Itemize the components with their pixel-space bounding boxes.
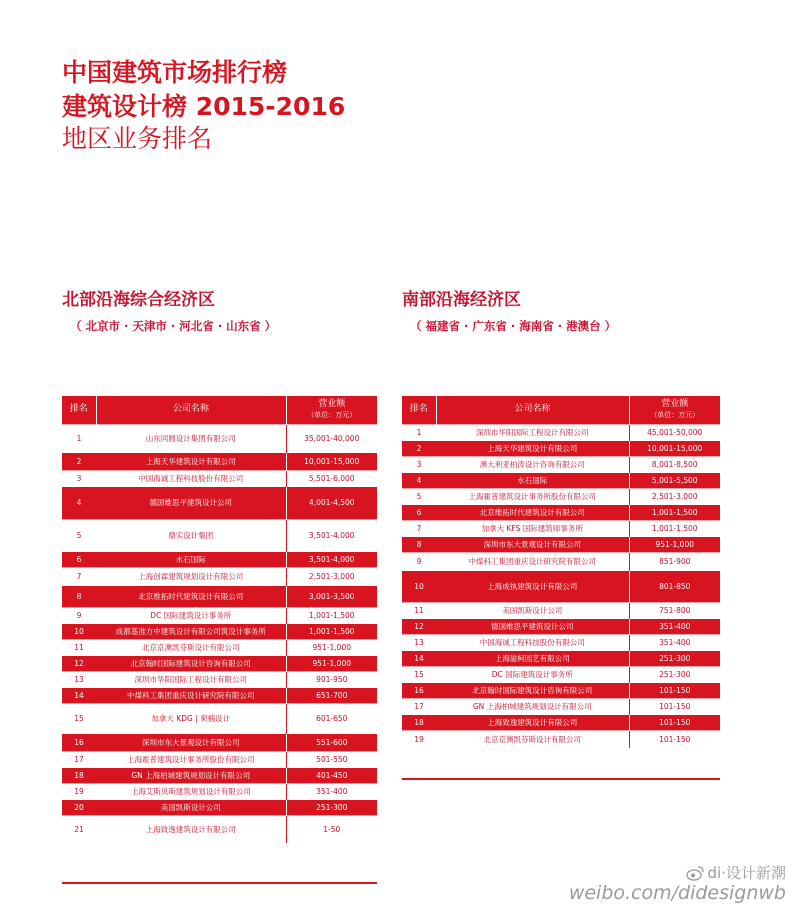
table-row xyxy=(402,570,720,602)
table-row xyxy=(62,751,377,767)
rank-cell: 13 xyxy=(62,671,96,687)
revenue-cell: 1,001-1,500 xyxy=(286,607,377,623)
revenue-cell: 551-600 xyxy=(286,733,377,751)
revenue-header-label: 营业额 xyxy=(318,398,346,409)
table-row xyxy=(62,585,377,607)
watermark-brand-text: di·设计新潮 xyxy=(707,864,786,882)
table-row xyxy=(62,703,377,733)
rank-cell: 19 xyxy=(402,730,436,748)
company-cell: 上海霍普建筑设计事务所股份有限公司 xyxy=(436,488,629,504)
rank-cell: 9 xyxy=(62,607,96,623)
table-row xyxy=(402,634,720,650)
revenue-cell: 251-300 xyxy=(629,650,720,666)
page-header xyxy=(62,58,345,154)
south-ranking-table xyxy=(402,396,720,748)
revenue-unit-label: （单位：万元） xyxy=(650,410,700,419)
table-row xyxy=(62,551,377,567)
company-cell: 深圳市东大景观设计有限公司 xyxy=(436,536,629,552)
revenue-cell: 251-300 xyxy=(286,799,377,815)
revenue-cell: 951-1,000 xyxy=(629,536,720,552)
rank-cell: 16 xyxy=(402,682,436,698)
company-cell: 上海霍普建筑设计事务所股份有限公司 xyxy=(96,751,286,767)
rank-cell: 19 xyxy=(62,783,96,799)
revenue-cell: 1,001-1,500 xyxy=(629,520,720,536)
company-cell: 上海成执建筑设计有限公司 xyxy=(436,570,629,602)
column-header-revenue xyxy=(286,396,377,424)
north-region-title: 北部沿海综合经济区 xyxy=(62,290,215,310)
rank-cell: 8 xyxy=(62,585,96,607)
rank-cell: 2 xyxy=(402,440,436,456)
company-cell: 中国海诚工程科技股份有限公司 xyxy=(436,634,629,650)
revenue-cell: 45,001-50,000 xyxy=(629,424,720,440)
rank-cell: 16 xyxy=(62,733,96,751)
company-cell: 北京京澳凯芬斯设计有限公司 xyxy=(96,639,286,655)
rank-cell: 7 xyxy=(402,520,436,536)
revenue-cell: 351-400 xyxy=(629,634,720,650)
rank-cell: 12 xyxy=(402,618,436,634)
revenue-cell: 3,501-4,000 xyxy=(286,551,377,567)
revenue-cell: 951-1,000 xyxy=(286,655,377,671)
revenue-cell: 401-450 xyxy=(286,767,377,783)
rank-cell: 9 xyxy=(402,552,436,570)
company-cell: 澳大利亚柏涛设计咨询有限公司 xyxy=(436,456,629,472)
revenue-cell: 901-950 xyxy=(286,671,377,687)
table-row xyxy=(62,815,377,843)
table-row xyxy=(402,602,720,618)
rank-cell: 6 xyxy=(402,504,436,520)
table-row xyxy=(402,650,720,666)
revenue-cell: 5,001-5,500 xyxy=(629,472,720,488)
revenue-cell: 101-150 xyxy=(629,730,720,748)
company-cell: GN 上海柏城建筑规划设计有限公司 xyxy=(96,767,286,783)
rank-cell: 1 xyxy=(402,424,436,440)
table-row xyxy=(402,520,720,536)
company-cell: 德国维思平建筑设计公司 xyxy=(436,618,629,634)
rank-cell: 14 xyxy=(402,650,436,666)
revenue-cell: 101-150 xyxy=(629,682,720,698)
table-row xyxy=(62,519,377,551)
company-cell: 中国海诚工程科技股份有限公司 xyxy=(96,470,286,486)
revenue-cell: 101-150 xyxy=(629,714,720,730)
south-region-heading xyxy=(402,289,616,333)
rank-cell: 1 xyxy=(62,424,96,452)
column-header-revenue xyxy=(629,396,720,424)
rank-cell: 15 xyxy=(62,703,96,733)
company-cell: 德国维思平建筑设计公司 xyxy=(96,486,286,519)
revenue-cell: 10,001-15,000 xyxy=(286,452,377,470)
rank-cell: 3 xyxy=(402,456,436,472)
company-cell: 北京维拓时代建筑设计有限公司 xyxy=(436,504,629,520)
table-row xyxy=(402,504,720,520)
revenue-cell: 3,001-3,500 xyxy=(286,585,377,607)
rank-cell: 12 xyxy=(62,655,96,671)
table-row xyxy=(402,618,720,634)
revenue-cell: 101-150 xyxy=(629,698,720,714)
table-row xyxy=(62,687,377,703)
rank-cell: 10 xyxy=(402,570,436,602)
company-cell: 上海天华建筑设计有限公司 xyxy=(436,440,629,456)
table-row xyxy=(402,552,720,570)
column-header-rank: 排名 xyxy=(62,396,96,424)
company-cell: 上海天华建筑设计有限公司 xyxy=(96,452,286,470)
company-cell: 美国凯斯设计公司 xyxy=(436,602,629,618)
revenue-cell: 4,001-4,500 xyxy=(286,486,377,519)
company-cell: 北京京澳凯芬斯设计有限公司 xyxy=(436,730,629,748)
revenue-header-label: 营业额 xyxy=(661,398,689,409)
company-cell: 加拿大 KDG | 柬楠设计 xyxy=(96,703,286,733)
revenue-cell: 501-550 xyxy=(286,751,377,767)
table-row xyxy=(62,424,377,452)
table-row xyxy=(62,799,377,815)
table-row xyxy=(402,730,720,748)
rank-cell: 13 xyxy=(402,634,436,650)
table-header-row xyxy=(62,396,377,424)
rank-cell: 14 xyxy=(62,687,96,703)
table-row xyxy=(402,714,720,730)
south-region-title: 南部沿海经济区 xyxy=(402,290,521,310)
company-cell: 中煤科工集团重庆设计研究院有限公司 xyxy=(436,552,629,570)
company-cell: DC 国际建筑设计事务所 xyxy=(96,607,286,623)
table-row xyxy=(62,767,377,783)
table-row xyxy=(62,733,377,751)
rank-cell: 3 xyxy=(62,470,96,486)
revenue-cell: 751-800 xyxy=(629,602,720,618)
company-cell: 北京维拓时代建筑设计有限公司 xyxy=(96,585,286,607)
revenue-cell: 1,001-1,500 xyxy=(629,504,720,520)
company-cell: 上海致逸建筑设计有限公司 xyxy=(436,714,629,730)
company-cell: 上海创霖建筑规划设计有限公司 xyxy=(96,567,286,585)
table-row xyxy=(402,488,720,504)
rank-cell: 5 xyxy=(62,519,96,551)
table-row xyxy=(62,607,377,623)
rank-cell: 4 xyxy=(402,472,436,488)
revenue-cell: 851-900 xyxy=(629,552,720,570)
page-section-title: 地区业务排名 xyxy=(62,124,213,153)
revenue-cell: 951-1,000 xyxy=(286,639,377,655)
company-cell: 上海溢柯园艺有限公司 xyxy=(436,650,629,666)
company-cell: 深圳市华阳国际工程设计有限公司 xyxy=(96,671,286,687)
south-region-subtitle: （ 福建省 · 广东省 · 海南省 · 港澳台 ） xyxy=(410,319,617,333)
watermark-url: weibo.com/didesignwb xyxy=(568,882,786,904)
rank-cell: 17 xyxy=(62,751,96,767)
table-row xyxy=(402,456,720,472)
table-row xyxy=(402,698,720,714)
table-row xyxy=(62,783,377,799)
revenue-cell: 601-650 xyxy=(286,703,377,733)
revenue-cell: 8,001-8,500 xyxy=(629,456,720,472)
rank-cell: 21 xyxy=(62,815,96,843)
revenue-cell: 1,001-1,500 xyxy=(286,623,377,639)
table-row xyxy=(402,472,720,488)
page-subtitle: 建筑设计榜 2015-2016 xyxy=(62,92,346,121)
company-cell: 深圳市华阳国际工程设计有限公司 xyxy=(436,424,629,440)
table-row xyxy=(62,639,377,655)
company-cell: 鼎实设计集团 xyxy=(96,519,286,551)
company-cell: 水石国际 xyxy=(96,551,286,567)
revenue-cell: 2,501-3,000 xyxy=(286,567,377,585)
rank-cell: 17 xyxy=(402,698,436,714)
company-cell: 美国凯斯设计公司 xyxy=(96,799,286,815)
table-row xyxy=(62,671,377,687)
revenue-cell: 2,501-3,000 xyxy=(629,488,720,504)
company-cell: 成都基准方中建筑设计有限公司筑设计事务所 xyxy=(96,623,286,639)
company-cell: 上海艾斯贝斯建筑规划设计有限公司 xyxy=(96,783,286,799)
weibo-watermark xyxy=(569,864,786,904)
weibo-icon xyxy=(686,866,704,881)
column-header-company: 公司名称 xyxy=(96,396,286,424)
table-row xyxy=(62,486,377,519)
company-cell: 中煤科工集团重庆设计研究院有限公司 xyxy=(96,687,286,703)
table-row xyxy=(402,536,720,552)
rank-cell: 11 xyxy=(402,602,436,618)
rank-cell: 2 xyxy=(62,452,96,470)
company-cell: 深圳市东大景观设计有限公司 xyxy=(96,733,286,751)
rank-cell: 15 xyxy=(402,666,436,682)
column-header-company: 公司名称 xyxy=(436,396,629,424)
table-row xyxy=(62,470,377,486)
table-row xyxy=(62,623,377,639)
revenue-cell: 35,001-40,000 xyxy=(286,424,377,452)
watermark-brand xyxy=(569,864,786,882)
company-cell: 北京翰时国际建筑设计咨询有限公司 xyxy=(436,682,629,698)
table-row xyxy=(402,666,720,682)
table-header-row xyxy=(402,396,720,424)
company-cell: 水石国际 xyxy=(436,472,629,488)
company-cell: DC 国际建筑设计事务所 xyxy=(436,666,629,682)
table-row xyxy=(62,452,377,470)
north-region-subtitle: （ 北京市 · 天津市 · 河北省 · 山东省 ） xyxy=(70,319,277,333)
table-row xyxy=(402,682,720,698)
rank-cell: 5 xyxy=(402,488,436,504)
revenue-cell: 5,501-6,000 xyxy=(286,470,377,486)
revenue-cell: 3,501-4,000 xyxy=(286,519,377,551)
table-row xyxy=(402,440,720,456)
rank-cell: 7 xyxy=(62,567,96,585)
south-table-bottom-rule xyxy=(402,778,720,780)
table-row xyxy=(402,424,720,440)
north-table-bottom-rule xyxy=(62,882,377,884)
rank-cell: 20 xyxy=(62,799,96,815)
rank-cell: 4 xyxy=(62,486,96,519)
table-row xyxy=(62,567,377,585)
revenue-cell: 351-400 xyxy=(629,618,720,634)
rank-cell: 18 xyxy=(402,714,436,730)
page-title: 中国建筑市场排行榜 xyxy=(62,58,288,87)
column-header-rank: 排名 xyxy=(402,396,436,424)
revenue-cell: 251-300 xyxy=(629,666,720,682)
rank-cell: 18 xyxy=(62,767,96,783)
revenue-cell: 10,001-15,000 xyxy=(629,440,720,456)
rank-cell: 11 xyxy=(62,639,96,655)
rank-cell: 6 xyxy=(62,551,96,567)
revenue-unit-label: （单位：万元） xyxy=(307,410,357,419)
company-cell: GN 上海柏城建筑规划设计有限公司 xyxy=(436,698,629,714)
company-cell: 加拿大 KFS 国际建筑师事务所 xyxy=(436,520,629,536)
company-cell: 北京翰时国际建筑设计咨询有限公司 xyxy=(96,655,286,671)
revenue-cell: 801-850 xyxy=(629,570,720,602)
revenue-cell: 1-50 xyxy=(286,815,377,843)
rank-cell: 10 xyxy=(62,623,96,639)
north-ranking-table xyxy=(62,396,377,843)
company-cell: 山东同圆设计集团有限公司 xyxy=(96,424,286,452)
rank-cell: 8 xyxy=(402,536,436,552)
north-region-heading xyxy=(62,289,276,333)
table-row xyxy=(62,655,377,671)
company-cell: 上海致逸建筑设计有限公司 xyxy=(96,815,286,843)
revenue-cell: 351-400 xyxy=(286,783,377,799)
revenue-cell: 651-700 xyxy=(286,687,377,703)
